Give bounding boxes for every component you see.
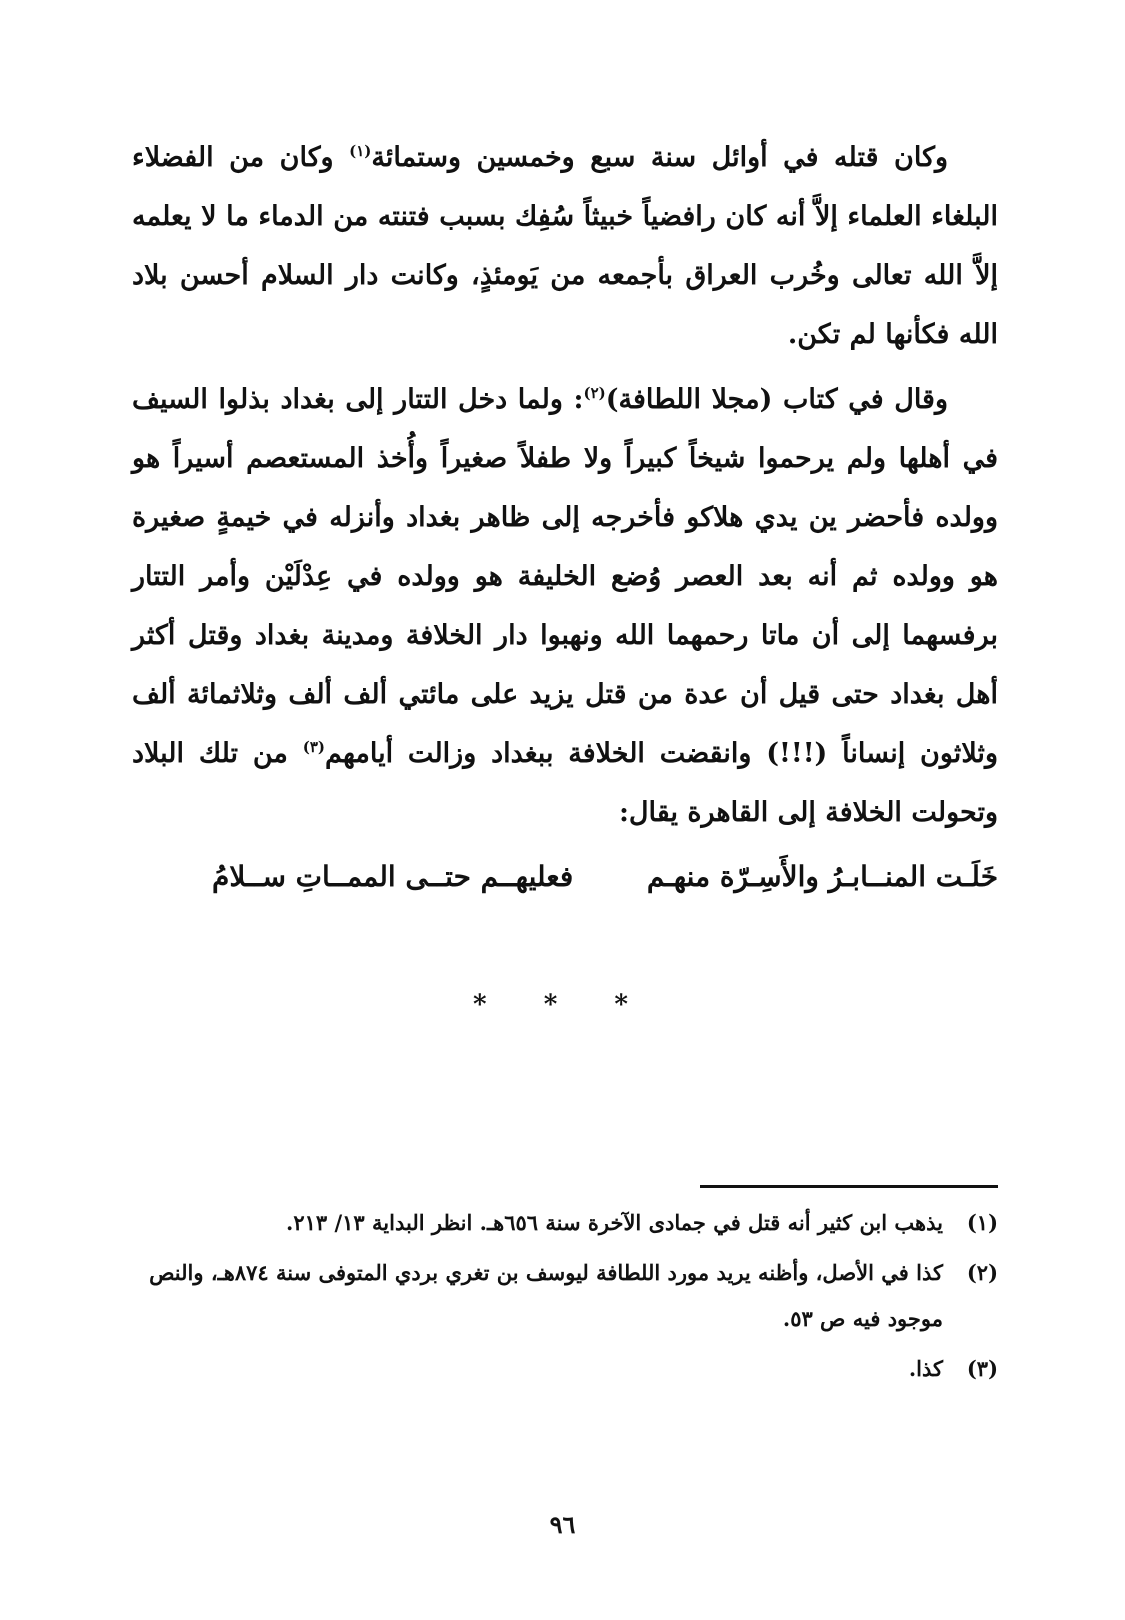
footnote-text: كذا. bbox=[908, 1356, 943, 1381]
verse-first-hemistich: خَلَـت المنــابـرُ والأَسِـرّة منهـم bbox=[646, 860, 998, 893]
page-number: ٩٦ bbox=[549, 1510, 576, 1539]
footnote-number: (١) bbox=[966, 1210, 998, 1235]
footnote-ref-1: (١) bbox=[349, 142, 372, 160]
paragraph-2 bbox=[132, 370, 998, 842]
footnote-text: يذهب ابن كثير أنه قتل في جمادى الآخرة سنة ٦٥٦هـ. انظر البداية ١٣/ ٢١٣. bbox=[286, 1210, 943, 1235]
footnote-1 bbox=[132, 1200, 998, 1246]
paragraph-1 bbox=[132, 128, 998, 364]
footnote-number: (٣) bbox=[966, 1356, 998, 1381]
footnote-text: كذا في الأصل، وأظنه يريد مورد اللطافة ليوسف بن تغري بردي المتوفى سنة ٨٧٤هـ، والنص موجود فيه ص ٥٣. bbox=[149, 1260, 943, 1331]
main-text bbox=[132, 128, 998, 848]
paragraph-2-text-before: وقال في كتاب (مجلا اللطافة) bbox=[605, 384, 948, 415]
footnote-ref-2: (٢) bbox=[583, 384, 606, 402]
paragraph-1-text-before: وكان قتله في أوائل سنة سبع وخمسين وستمائة bbox=[371, 142, 948, 173]
footnotes bbox=[132, 1200, 998, 1396]
footnote-2 bbox=[132, 1250, 998, 1342]
paragraph-2-text-after: من تلك البلاد وتحولت الخلافة إلى القاهرة يقال: bbox=[132, 738, 998, 828]
section-separator: * * * bbox=[473, 990, 652, 1020]
paragraph-1-text-after: وكان من الفضلاء البلغاء العلماء إلاَّ أنه كان رافضياً خبيثاً سُفِك بسبب فتنته من الدماء ما لا يعلمه إلاَّ الله تعالى وخُرب العراق بأجمعه من يَومئذٍ، وكانت دار السلام أحسن بلاد الله فكأنها لم تكن. bbox=[132, 142, 998, 350]
footnote-3 bbox=[132, 1346, 998, 1392]
footnote-ref-3: (٣) bbox=[302, 738, 325, 756]
poetry-verse bbox=[132, 860, 998, 920]
footnote-number: (٢) bbox=[966, 1260, 998, 1285]
paragraph-2-text-middle: : ولما دخل التتار إلى بغداد بذلوا السيف في أهلها ولم يرحموا شيخاً كبيراً ولا طفلاً صغيراً وأُخذ المستعصم أسيراً هو وولده فأحضر ين يدي هلاكو فأخرجه إلى ظاهر بغداد وأنزله في خيمةٍ صغيرة هو وولده ثم أنه بعد العصر وُضع الخليفة هو وولده في عِدْلَيْن وأمر التتار برفسهما إلى أن ماتا رحمهما الله ونهبوا دار الخلافة ومدينة بغداد وقتل أكثر أهل بغداد حتى قيل أن عدة من قتل يزيد على مائتي ألف ألف وثلاثمائة ألف وثلاثون إنساناً (!!!) وانقضت الخلافة ببغداد وزالت أيامهم bbox=[132, 384, 998, 769]
footnote-divider bbox=[700, 1185, 998, 1188]
verse-second-hemistich: فعليهــم حتــى الممــاتِ ســلامُ bbox=[212, 860, 574, 893]
